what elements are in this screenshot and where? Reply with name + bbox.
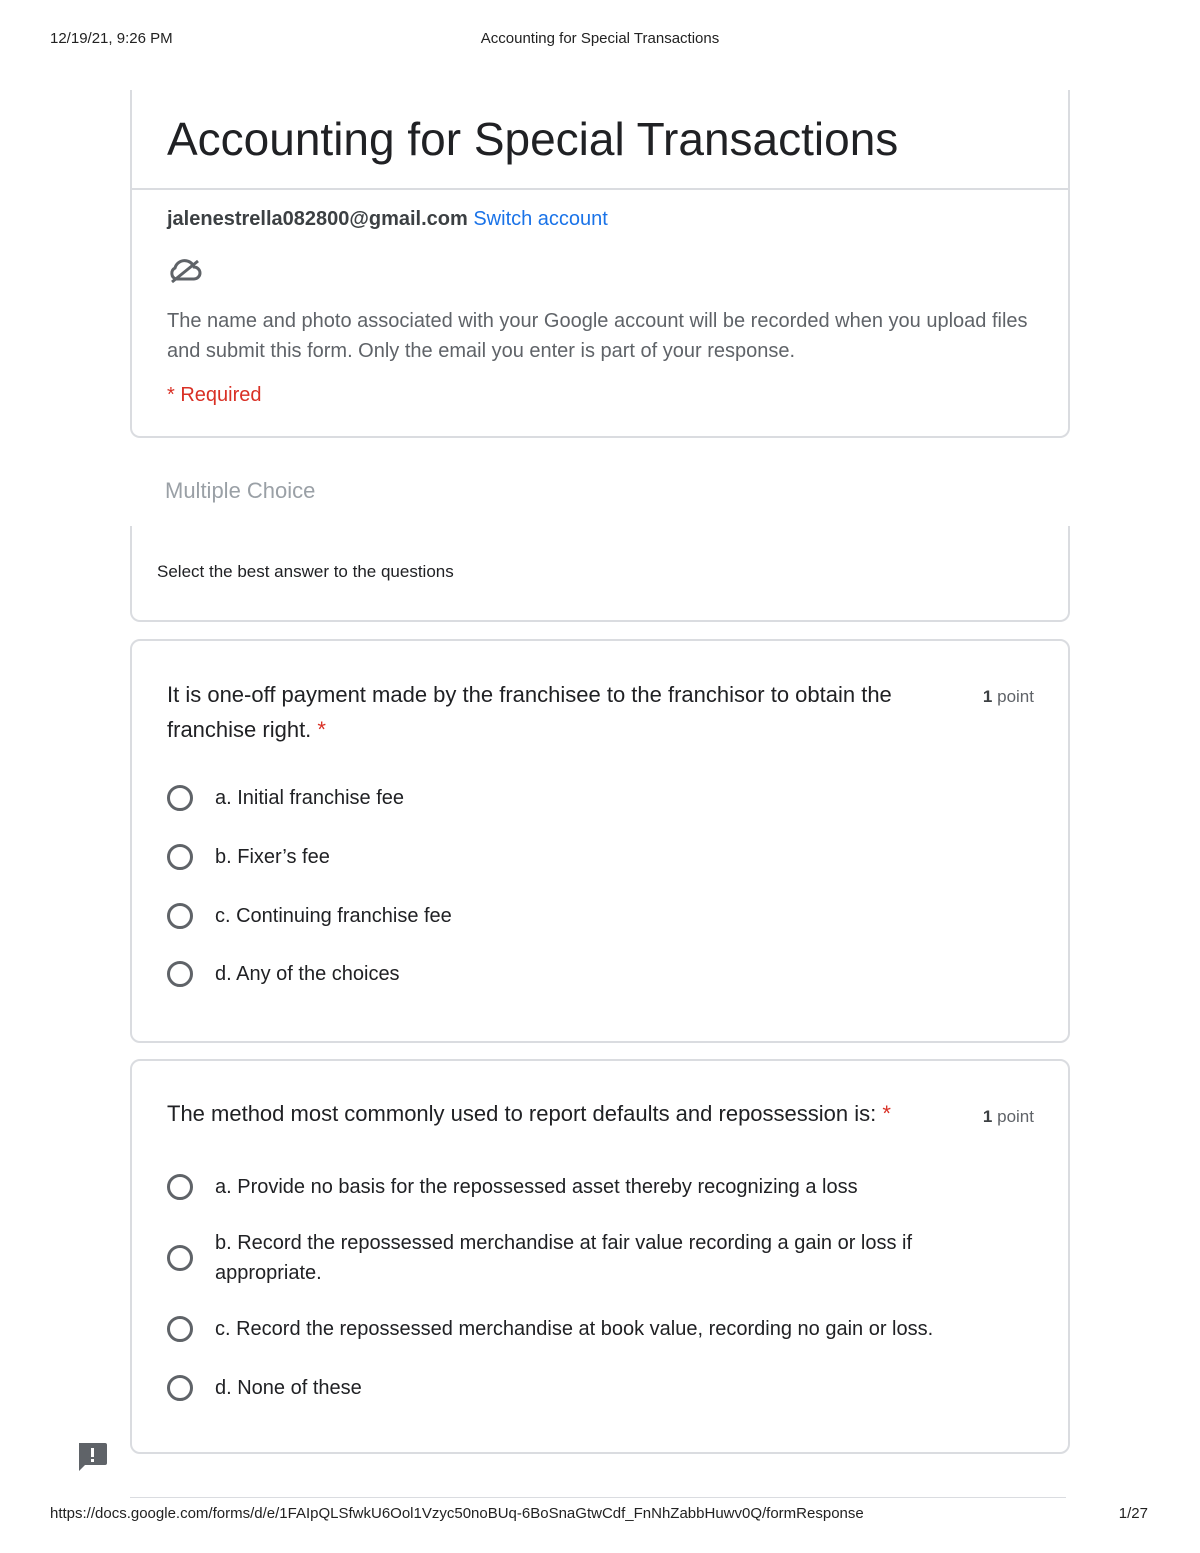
form-title: Accounting for Special Transactions	[167, 113, 899, 165]
radio-button[interactable]	[167, 1174, 193, 1200]
option-label[interactable]: c. Continuing franchise fee	[215, 905, 452, 927]
required-asterisk: *	[882, 1101, 891, 1126]
points-unit: point	[997, 687, 1034, 706]
question-points	[983, 1107, 1034, 1127]
required-asterisk: *	[317, 717, 326, 742]
page-number: 1/27	[1118, 1505, 1148, 1522]
option-item[interactable]	[167, 959, 1007, 989]
radio-button[interactable]	[167, 844, 193, 870]
option-item[interactable]	[167, 783, 1007, 813]
switch-account-link[interactable]: Switch account	[473, 208, 608, 230]
section-title: Multiple Choice	[165, 478, 316, 503]
question-card	[130, 1059, 1070, 1454]
radio-button[interactable]	[167, 1375, 193, 1401]
radio-button[interactable]	[167, 1316, 193, 1342]
option-item[interactable]	[167, 1373, 1007, 1403]
feedback-icon[interactable]	[76, 1441, 108, 1473]
print-url: https://docs.google.com/forms/d/e/1FAIpQLSfwkU6Ool1Vzyc50noBUq-6BoSnaGtwCdf_FnNhZabbHuwv0Q/formResponse	[50, 1505, 864, 1522]
account-email: jalenestrella082800@gmail.com	[167, 208, 468, 230]
option-item[interactable]	[167, 1172, 1007, 1202]
question-text	[167, 677, 967, 747]
header-divider	[132, 188, 1068, 190]
account-line	[167, 208, 608, 231]
radio-button[interactable]	[167, 961, 193, 987]
question-points	[983, 687, 1034, 707]
footer-divider	[130, 1497, 1066, 1498]
points-value: 1	[982, 687, 993, 706]
option-label[interactable]: d. None of these	[215, 1377, 362, 1399]
section-card	[130, 526, 1070, 622]
points-unit: point	[997, 1107, 1034, 1126]
option-label[interactable]: d. Any of the choices	[215, 963, 400, 985]
privacy-notice: The name and photo associated with your Google account will be recorded when you upload files and submit this form. Only the email you enter is part of your response.	[167, 310, 1028, 362]
option-label[interactable]: b. Fixer’s fee	[215, 846, 330, 868]
question-text-body: The method most commonly used to report defaults and repossession is:	[167, 1101, 877, 1126]
question-card	[130, 639, 1070, 1043]
cloud-off-icon	[168, 258, 202, 284]
print-doc-title: Accounting for Special Transactions	[480, 30, 720, 47]
radio-button[interactable]	[167, 903, 193, 929]
form-header-card	[130, 90, 1070, 438]
option-label[interactable]: c. Record the repossessed merchandise at book value, recording no gain or loss.	[215, 1318, 934, 1340]
option-item[interactable]	[167, 901, 1007, 931]
required-legend: * Required	[167, 384, 262, 406]
question-text	[167, 1096, 967, 1131]
points-value: 1	[982, 1107, 993, 1126]
section-description: Select the best answer to the questions	[157, 562, 454, 581]
option-item[interactable]	[167, 842, 1007, 872]
radio-button[interactable]	[167, 785, 193, 811]
print-header	[50, 30, 1150, 50]
print-datetime: 12/19/21, 9:26 PM	[50, 30, 173, 47]
option-item[interactable]	[167, 1228, 1007, 1288]
option-label[interactable]: a. Initial franchise fee	[215, 787, 404, 809]
radio-button[interactable]	[167, 1245, 193, 1271]
option-item[interactable]	[167, 1314, 1007, 1344]
option-label[interactable]: a. Provide no basis for the repossessed asset thereby recognizing a loss	[215, 1176, 858, 1198]
question-text-body: It is one-off payment made by the franchisee to the franchisor to obtain the franchise right.	[167, 682, 892, 742]
option-label[interactable]: b. Record the repossessed merchandise at fair value recording a gain or loss if appropriate.	[215, 1232, 913, 1284]
